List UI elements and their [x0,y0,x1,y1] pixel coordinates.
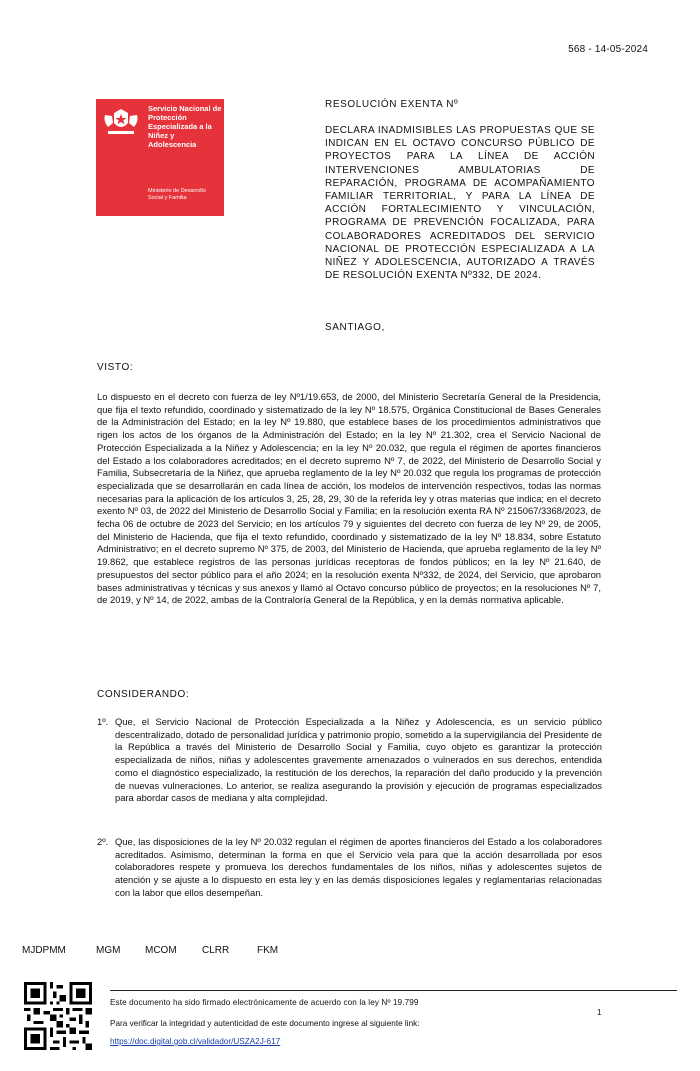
considerando-item [97,716,602,805]
initials-item: MJDPMM [22,945,66,956]
document-number: 568 - 14-05-2024 [568,44,648,55]
considerando-heading: CONSIDERANDO: [97,689,190,700]
verification-notice: Para verificar la integridad y autenticidad de este documento ingrese al siguiente link: [110,1019,420,1028]
initials-item: FKM [257,945,279,956]
page-number: 1 [597,1008,602,1017]
chile-coat-of-arms-icon [102,107,140,137]
logo-institution-name: Servicio Nacional de Protección Especializada a la Niñez y Adolescencia [148,104,222,149]
considerando-item [97,836,602,900]
institution-logo [96,99,224,216]
footer-divider [110,990,677,991]
qr-code-icon[interactable] [24,982,92,1050]
resolution-title: RESOLUCIÓN EXENTA Nº [325,99,459,110]
place-line: SANTIAGO, [325,322,385,333]
resolution-subject: DECLARA INADMISIBLES LAS PROPUESTAS QUE SE INDICAN EN EL OCTAVO CONCURSO PÚBLICO DE PROYECTOS PARA LA LÍNEA DE ACCIÓN INTERVENCIONES AMBULATORIAS DE REPARACIÓN, PROGRAMA DE ACOMPAÑAMIENTO FAMILIAR TERRITORIAL, Y PARA LA LÍNEA DE ACCIÓN FORTALECIMIENTO Y VINCULACIÓN, PROGRAMA DE PREVENCIÓN FOCALIZADA, PARA COLABORADORES ACREDITADOS DEL SERVICIO NACIONAL DE PROTECCIÓN ESPECIALIZADA A LA NIÑEZ Y ADOLESCENCIA, AUTORIZADO A TRAVÉS DE RESOLUCIÓN EXENTA Nº332, DE 2024. [325,125,595,282]
verification-link[interactable]: https://doc.digital.gob.cl/validador/USZA2J-617 [110,1037,281,1046]
initials-item: MGM [96,945,121,956]
visto-text: Lo dispuesto en el decreto con fuerza de ley Nº1/19.653, de 2000, del Ministerio Secretaría General de la Presidencia, que fija el texto refundido, coordinado y sistematizado de la ley Nº 18.575, Orgánica Constitucional de Bases Generales de la Administración del Estado; en la ley Nº 19.880, que establece bases de los procedimientos administrativos que rigen los actos de los órganos de la Administración del Estado; en la ley Nº 21.302, crea el Servicio Nacional de Protección Especializada a la Niñez y Adolescencia; en la ley Nº 20.032, que regula el régimen de aportes financieros del Estado a los colaboradores acreditados; en el decreto supremo Nº 7, de 2022, del Ministerio de Desarrollo Social y Familia, Subsecretaría de la Niñez, que aprueba reglamento de la ley Nº 20.032 que regula los programas de protección especializada que se desarrollarán en cada línea de acción, los modelos de intervención respectivos, todas las normas necesarias para la aplicación de los artículos 3, 25, 28, 29, 30 de la referida ley y otras materias que indica; en el decreto exento Nº 03, de 2022 del Ministerio de Desarrollo Social y Familia; en la resolución exenta RA Nº 215067/3368/2023, de fecha 06 de octubre de 2023 del Servicio; en los artículos 79 y siguientes del decreto con fuerza de ley Nº 29, de 2005, del Ministerio de Hacienda, que fija el texto refundido, coordinado y sistematizado de la ley Nº 18.834, sobre Estatuto Administrativo; en el decreto supremo Nº 375, de 2003, del Ministerio de Hacienda, que aprueba reglamento de la ley Nº 19.862, que establece registros de las personas jurídicas receptoras de fondos públicos; en la ley Nº 21.640, de presupuestos del sector público para el año 2024; en la resolución exenta Nº332, de 2024, del Servicio, que aprobaron bases administrativas y técnicas y sus anexos y llamó al Octavo concurso público de proyectos; en la resoluciones Nº 7, de 2019, y Nº 14, de 2022, ambas de la Contraloría General de la República, y en la demás normativa aplicable. [97,391,601,606]
logo-ministry-name: Ministerio de Desarrollo Social y Familia [148,188,206,201]
considerando-text: Que, el Servicio Nacional de Protección Especializada a la Niñez y Adolescencia, es un servicio público descentralizado, dotado de personalidad jurídica y patrimonio propio, sometido a la supervigilancia del Presidente de la República a través del Ministerio de Desarrollo Social y Familia, cuyo objeto es garantizar la protección especializada de niños, niñas y adolescentes gravemente amenazados o vulnerados en sus derechos, entendida como el diagnóstico especializado, la restitución de los derechos, la reparación del daño producido y la prevención de nuevas vulneraciones. Lo anterior, se realiza asegurando la provisión y ejecución de programas especializados para abordar casos de mediana y alta complejidad. [115,716,602,804]
signature-notice: Este documento ha sido firmado electrónicamente de acuerdo con la ley Nº 19.799 [110,998,419,1007]
considerando-number: 2º. [97,836,109,847]
considerando-text: Que, las disposiciones de la ley Nº 20.032 regulan el régimen de aportes financieros del Estado a los colaboradores acreditados. Asimismo, determinan la forma en que el Servicio vela para que la acción desarrollada por esos colaboradores respete y promueva los derechos fundamentales de los niños, niñas y adolescentes sujetos de atención y se ajuste a lo dispuesto en esta ley y en las demás disposiciones legales y reglamentarias relacionadas con la labor que ellos desempeñan. [115,836,602,898]
visto-heading: VISTO: [97,362,134,373]
initials-item: CLRR [202,945,230,956]
initials-item: MCOM [145,945,177,956]
considerando-number: 1º. [97,716,109,727]
